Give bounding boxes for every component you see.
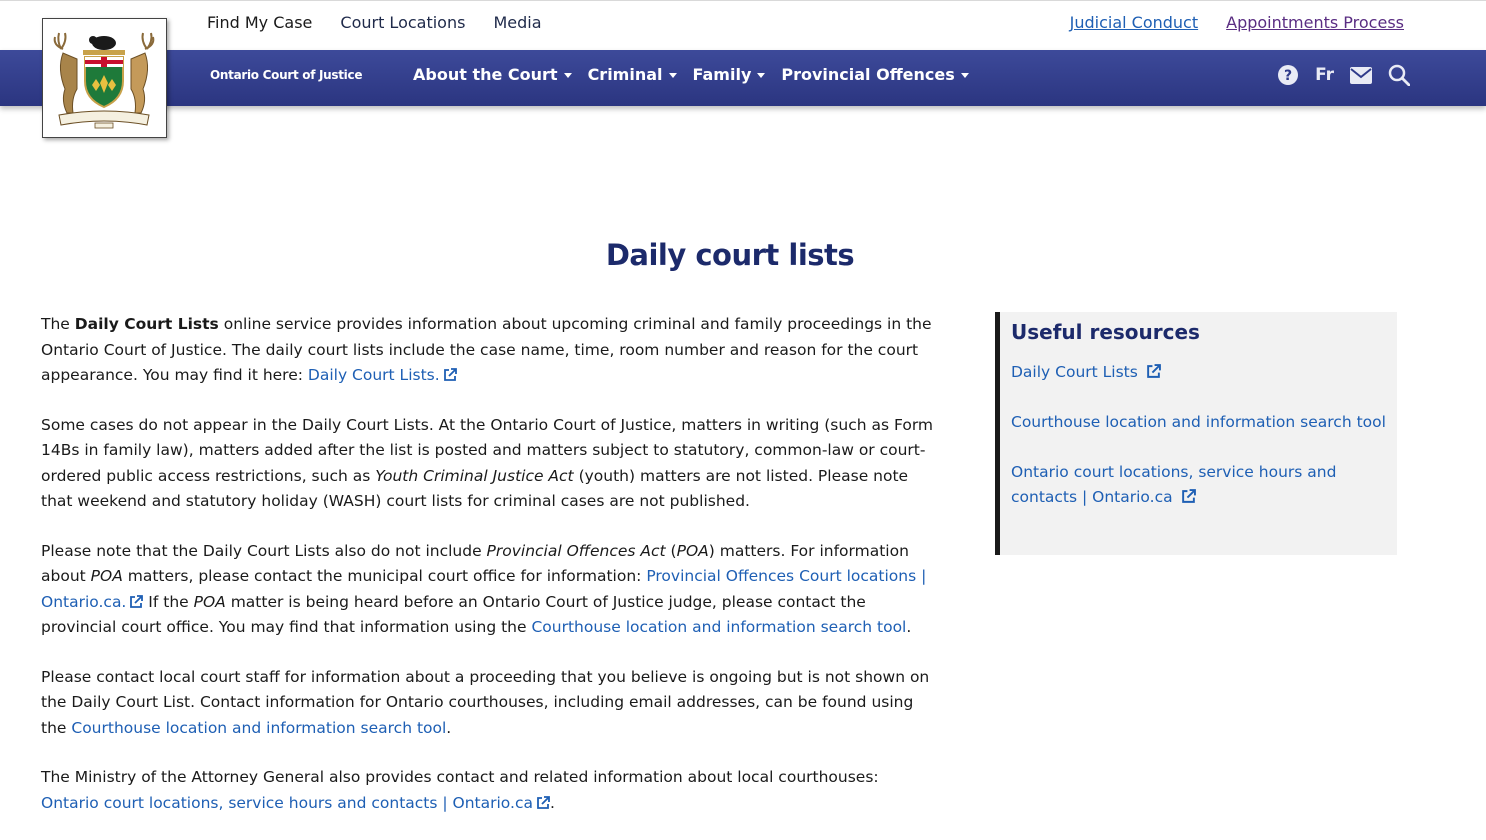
external-link-icon — [1146, 364, 1161, 379]
link-text: Provincial Offences Court locations | Ontario.ca. — [41, 567, 927, 611]
text: (youth) matters are not listed. Please note that weekend and statutory holiday (WASH) court lists for criminal cases are not published. — [41, 466, 909, 510]
text: Please note that the Daily Court Lists also do not include — [41, 541, 487, 560]
paragraph-local-staff — [41, 665, 941, 742]
resource-item — [1011, 410, 1387, 435]
resource-ontario-court-locations-link[interactable] — [1011, 463, 1336, 506]
main-nav — [413, 65, 969, 84]
nav-label: Criminal — [587, 65, 663, 84]
external-link-icon — [443, 368, 457, 382]
paragraph-ministry — [41, 765, 941, 816]
text: Please contact local court staff for information about a proceeding that you believe is ongoing but is not shown on the Daily Court List. Contact information for Ontario courthouses, including email addresses, can be found using the — [41, 667, 930, 737]
italic-text: Provincial Offences Act — [486, 541, 666, 560]
courthouse-search-tool-link[interactable]: Courthouse location and information search tool — [71, 718, 447, 737]
resource-item — [1011, 460, 1387, 510]
coat-of-arms-logo[interactable] — [42, 18, 167, 138]
courthouse-search-tool-link[interactable]: Courthouse location and information search tool — [531, 618, 907, 636]
nav-label: Provincial Offences — [781, 65, 955, 84]
caret-down-icon — [564, 73, 572, 78]
caret-down-icon — [669, 73, 677, 78]
link-text: Daily Court Lists — [1011, 363, 1138, 381]
text: Some cases do not appear in the Daily Court Lists. At the Ontario Court of Justice, matters in writing (such as Form 14Bs in family law), matters added after the list is posted and matters subject to statutory, common-law or court-ordered public access restrictions, such as — [41, 415, 934, 485]
caret-down-icon — [757, 73, 765, 78]
main-navbar — [0, 50, 1486, 106]
resource-item — [1011, 360, 1387, 385]
utility-links-right — [1070, 13, 1404, 32]
language-toggle-fr[interactable]: Fr — [1315, 65, 1334, 85]
external-link-icon — [129, 595, 143, 609]
text: ( — [665, 541, 677, 560]
text: matters, please contact the municipal court office for information: — [122, 567, 647, 585]
utility-bar — [0, 0, 1486, 50]
paragraph-intro — [41, 312, 941, 389]
media-link[interactable]: Media — [493, 13, 542, 32]
text: . — [906, 618, 912, 636]
nav-provincial-offences[interactable] — [781, 65, 968, 84]
useful-resources-panel — [995, 312, 1397, 555]
italic-text: POA — [193, 592, 226, 611]
bold-text: Daily Court Lists — [74, 315, 219, 333]
nav-label: About the Court — [413, 65, 558, 84]
italic-text: POA — [676, 541, 709, 560]
external-link-icon — [1181, 489, 1196, 504]
link-text: Ontario court locations, service hours and contacts | Ontario.ca — [1011, 463, 1337, 506]
resource-daily-court-lists-link[interactable] — [1011, 363, 1161, 381]
ontario-court-locations-link[interactable] — [41, 794, 550, 812]
nav-icons — [1277, 64, 1410, 86]
page-title: Daily court lists — [605, 238, 855, 272]
text: The — [41, 315, 75, 333]
text: . — [446, 718, 452, 737]
text: If the — [143, 592, 194, 611]
ontario-coat-of-arms-icon — [43, 19, 166, 137]
italic-text: POA — [90, 567, 123, 585]
search-icon[interactable] — [1388, 64, 1410, 86]
italic-text: Youth Criminal Justice Act — [375, 466, 574, 485]
utility-links-left — [207, 13, 542, 32]
nav-criminal[interactable] — [588, 65, 677, 84]
link-text: Daily Court Lists. — [307, 366, 440, 384]
nav-family[interactable] — [693, 65, 766, 84]
paragraph-exclusions — [41, 413, 941, 515]
nav-label: Family — [692, 65, 752, 84]
resource-courthouse-search-link[interactable]: Courthouse location and information search tool — [1011, 413, 1386, 431]
text: matter is being heard before an Ontario Court of Justice judge, please contact the provincial court office. You may find that information using the — [41, 592, 866, 636]
nav-about-the-court[interactable] — [413, 65, 572, 84]
main-content — [41, 312, 941, 840]
link-text: Ontario court locations, service hours and contacts | Ontario.ca — [41, 793, 533, 812]
question-circle-icon[interactable] — [1277, 64, 1299, 86]
judicial-conduct-link[interactable]: Judicial Conduct — [1069, 13, 1199, 32]
svg-text:?: ? — [1284, 68, 1293, 84]
caret-down-icon — [961, 73, 969, 78]
useful-resources-title: Useful resources — [1011, 320, 1200, 344]
appointments-process-link[interactable]: Appointments Process — [1226, 13, 1404, 32]
envelope-icon[interactable] — [1350, 67, 1372, 84]
paragraph-poa — [41, 539, 941, 641]
court-locations-link[interactable]: Court Locations — [340, 13, 466, 32]
text: online service provides information about upcoming criminal and family proceedings in the Ontario Court of Justice. The daily court lists include the case name, time, room number and reason for the court appearance. You may find it here: — [41, 315, 932, 384]
site-brand[interactable]: Ontario Court of Justice — [210, 68, 363, 82]
text: The Ministry of the Attorney General also provides contact and related information about local courthouses: — [41, 768, 879, 786]
find-my-case-link[interactable]: Find My Case — [207, 13, 313, 32]
text: . — [549, 793, 555, 812]
daily-court-lists-link[interactable] — [308, 366, 457, 384]
text: ) matters. For information about — [41, 541, 909, 585]
external-link-icon — [536, 796, 550, 810]
